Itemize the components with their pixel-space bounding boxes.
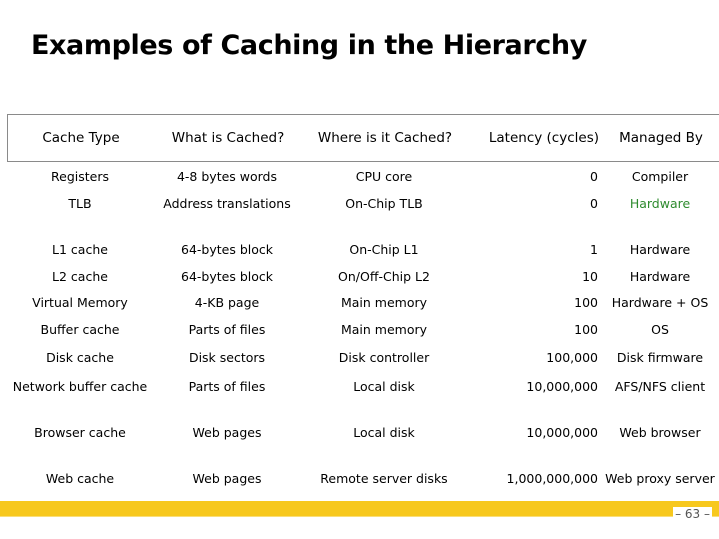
cell-what-cached: Parts of files — [188, 322, 266, 337]
table-header-row — [7, 114, 719, 162]
cell-managed-by: Hardware — [629, 242, 691, 257]
cell-managed-by: Web proxy server — [605, 471, 715, 486]
cell-latency: 100 — [574, 322, 598, 337]
cell-cache-type: Disk cache — [46, 350, 114, 365]
cell-latency: 0 — [590, 196, 598, 211]
cell-where-cached: CPU core — [355, 169, 413, 184]
cell-where-cached: On-Chip TLB — [345, 196, 423, 211]
cell-managed-by: OS — [651, 322, 669, 337]
cell-where-cached: Local disk — [353, 379, 415, 394]
header-managed-by: Managed By — [619, 130, 703, 146]
cell-where-cached: Local disk — [353, 425, 415, 440]
cell-latency: 100,000 — [546, 350, 598, 365]
cell-latency: 0 — [590, 169, 598, 184]
slide-title: Examples of Caching in the Hierarchy — [31, 30, 587, 61]
cell-where-cached: Remote server disks — [320, 471, 448, 486]
cell-managed-by: Hardware — [629, 269, 691, 284]
cell-where-cached: Disk controller — [338, 350, 430, 365]
cell-what-cached: 64-bytes block — [181, 269, 273, 284]
cell-latency: 10,000,000 — [526, 425, 598, 440]
cell-what-cached: 4-8 bytes words — [176, 169, 278, 184]
cell-where-cached: Main memory — [340, 322, 428, 337]
cell-cache-type: TLB — [68, 196, 92, 211]
header-what-cached: What is Cached? — [171, 130, 285, 146]
cell-what-cached: 4-KB page — [194, 295, 260, 310]
cell-managed-by: Compiler — [631, 169, 689, 184]
footer-line — [0, 516, 719, 517]
cell-latency: 1,000,000,000 — [506, 471, 598, 486]
cell-where-cached: On-Chip L1 — [349, 242, 419, 257]
cell-where-cached: On/Off-Chip L2 — [338, 269, 430, 284]
cell-managed-by: Disk firmware — [616, 350, 704, 365]
cell-cache-type: Buffer cache — [40, 322, 120, 337]
cell-cache-type: L1 cache — [52, 242, 108, 257]
header-where-cached: Where is it Cached? — [317, 130, 453, 146]
cell-what-cached: Parts of files — [188, 379, 266, 394]
cell-what-cached: 64-bytes block — [181, 242, 273, 257]
header-cache-type: Cache Type — [42, 130, 120, 146]
cell-where-cached: Main memory — [340, 295, 428, 310]
cell-what-cached: Disk sectors — [188, 350, 266, 365]
cell-cache-type: L2 cache — [52, 269, 108, 284]
cell-what-cached: Web pages — [192, 425, 262, 440]
cell-latency: 10 — [582, 269, 598, 284]
page-number: – 63 – — [675, 507, 710, 521]
cell-cache-type: Network buffer cache — [12, 379, 148, 394]
cell-cache-type: Browser cache — [34, 425, 126, 440]
cell-managed-by: Web browser — [619, 425, 701, 440]
cell-cache-type: Virtual Memory — [32, 295, 128, 310]
footer-band — [0, 501, 719, 516]
cell-cache-type: Web cache — [45, 471, 115, 486]
cell-managed-by-highlight: Hardware — [629, 196, 691, 211]
header-latency: Latency (cycles) — [488, 130, 599, 146]
cell-latency: 10,000,000 — [526, 379, 598, 394]
cell-what-cached: Web pages — [192, 471, 262, 486]
cell-what-cached: Address translations — [163, 196, 291, 211]
cell-managed-by: Hardware + OS — [611, 295, 709, 310]
cell-managed-by: AFS/NFS client — [614, 379, 706, 394]
cell-latency: 100 — [574, 295, 598, 310]
cell-latency: 1 — [590, 242, 598, 257]
cell-cache-type: Registers — [51, 169, 109, 184]
